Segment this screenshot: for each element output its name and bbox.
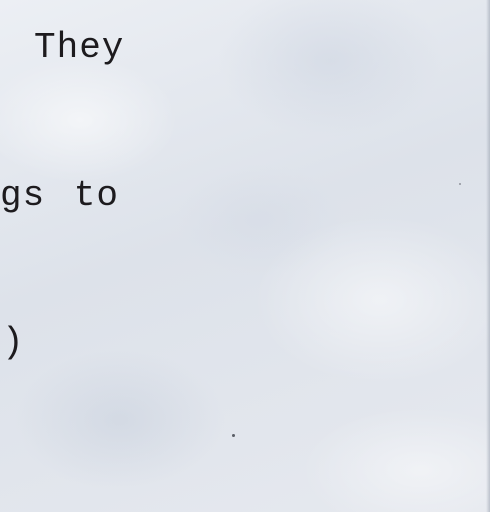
text-line-3: ) (2, 322, 25, 363)
paper-speck (232, 434, 235, 437)
page-edge-shadow (486, 0, 490, 512)
text-line-2: gs to (0, 175, 120, 216)
paper-speck (459, 183, 461, 185)
text-line-1: They (34, 27, 125, 68)
